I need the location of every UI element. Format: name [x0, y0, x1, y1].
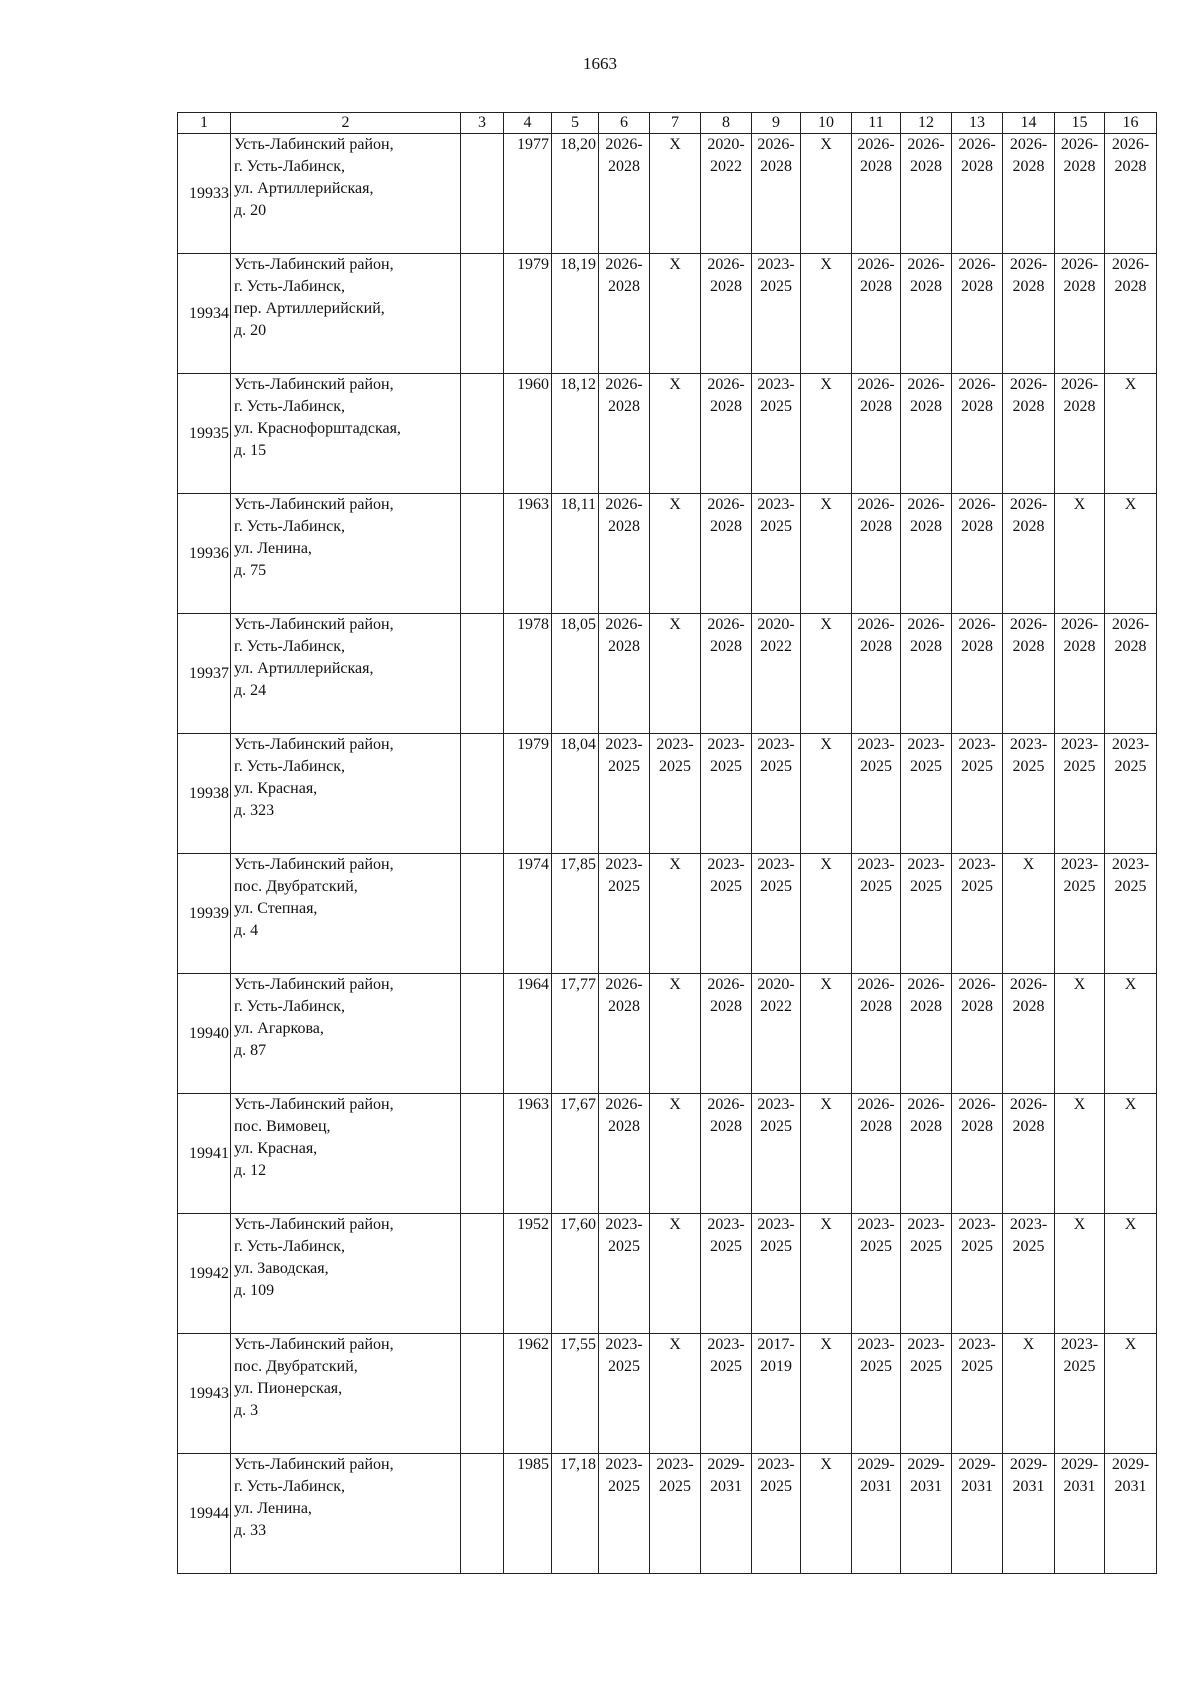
period-cell-col-6: 2023- 2025	[599, 854, 650, 974]
period-cell-col-11: 2023- 2025	[852, 1214, 901, 1334]
col-3-cell	[461, 374, 504, 494]
period-cell-col-10: X	[801, 974, 852, 1094]
value-cell: 18,12	[552, 374, 599, 494]
col-3-cell	[461, 494, 504, 614]
period-cell-col-6: 2026- 2028	[599, 134, 650, 254]
value-cell: 17,55	[552, 1334, 599, 1454]
address-line: д. 4	[234, 922, 259, 939]
address-line: ул. Краснофорштадская,	[234, 420, 401, 437]
value-cell: 17,18	[552, 1454, 599, 1574]
period-cell-col-10: X	[801, 1454, 852, 1574]
period-cell-col-9: 2026- 2028	[752, 134, 801, 254]
period-cell-col-9: 2023- 2025	[752, 1094, 801, 1214]
col-3-cell	[461, 1334, 504, 1454]
period-cell-col-12: 2023- 2025	[901, 734, 952, 854]
address-line: ул. Красная,	[234, 780, 318, 797]
page-number: 1663	[583, 54, 617, 73]
period-cell-col-12: 2023- 2025	[901, 1334, 952, 1454]
period-cell-col-13: 2023- 2025	[952, 1334, 1003, 1454]
address-cell	[231, 254, 461, 374]
period-cell-col-10: X	[801, 254, 852, 374]
address-cell	[231, 614, 461, 734]
address-line: ул. Артиллерийская,	[234, 180, 374, 197]
period-cell-col-15: X	[1055, 974, 1105, 1094]
period-cell-col-6: 2026- 2028	[599, 374, 650, 494]
address-line: Усть-Лабинский район,	[234, 1336, 394, 1353]
table-row	[178, 254, 1157, 374]
period-cell-col-14: X	[1003, 1334, 1055, 1454]
year-built-cell: 1974	[504, 854, 552, 974]
row-number: 19940	[178, 974, 231, 1094]
period-cell-col-15: 2023- 2025	[1055, 1334, 1105, 1454]
column-header-10: 10	[801, 113, 852, 134]
table-body	[178, 134, 1157, 1574]
period-cell-col-11: 2026- 2028	[852, 254, 901, 374]
period-cell-col-9: 2023- 2025	[752, 494, 801, 614]
column-header-2: 2	[231, 113, 461, 134]
year-built-cell: 1979	[504, 734, 552, 854]
address-line: д. 33	[234, 1522, 267, 1539]
row-number: 19941	[178, 1094, 231, 1214]
period-cell-col-12: 2026- 2028	[901, 134, 952, 254]
year-built-cell: 1985	[504, 1454, 552, 1574]
column-header-11: 11	[852, 113, 901, 134]
period-cell-col-7: X	[650, 254, 701, 374]
period-cell-col-9: 2020- 2022	[752, 974, 801, 1094]
address-line: г. Усть-Лабинск,	[234, 998, 345, 1015]
period-cell-col-16: 2023- 2025	[1105, 734, 1157, 854]
address-cell	[231, 494, 461, 614]
period-cell-col-6: 2026- 2028	[599, 254, 650, 374]
period-cell-col-6: 2023- 2025	[599, 1334, 650, 1454]
value-cell: 17,85	[552, 854, 599, 974]
period-cell-col-8: 2026- 2028	[701, 374, 752, 494]
period-cell-col-10: X	[801, 374, 852, 494]
period-cell-col-8: 2026- 2028	[701, 494, 752, 614]
period-cell-col-7: X	[650, 1334, 701, 1454]
address-line: Усть-Лабинский район,	[234, 856, 394, 873]
period-cell-col-15: 2026- 2028	[1055, 614, 1105, 734]
address-line: ул. Красная,	[234, 1140, 318, 1157]
period-cell-col-14: 2026- 2028	[1003, 494, 1055, 614]
period-cell-col-16: 2026- 2028	[1105, 254, 1157, 374]
value-cell: 17,67	[552, 1094, 599, 1214]
col-3-cell	[461, 614, 504, 734]
address-line: ул. Заводская,	[234, 1260, 329, 1277]
col-3-cell	[461, 254, 504, 374]
period-cell-col-10: X	[801, 1214, 852, 1334]
period-cell-col-8: 2023- 2025	[701, 734, 752, 854]
period-cell-col-15: 2026- 2028	[1055, 254, 1105, 374]
value-cell: 18,19	[552, 254, 599, 374]
address-line: г. Усть-Лабинск,	[234, 398, 345, 415]
period-cell-col-16: X	[1105, 1334, 1157, 1454]
period-cell-col-6: 2023- 2025	[599, 1214, 650, 1334]
period-cell-col-13: 2026- 2028	[952, 1094, 1003, 1214]
row-number: 19942	[178, 1214, 231, 1334]
period-cell-col-12: 2026- 2028	[901, 374, 952, 494]
table-row	[178, 1214, 1157, 1334]
period-cell-col-15: 2026- 2028	[1055, 374, 1105, 494]
address-line: д. 24	[234, 682, 267, 699]
address-line: д. 20	[234, 202, 267, 219]
period-cell-col-7: X	[650, 134, 701, 254]
period-cell-col-12: 2029- 2031	[901, 1454, 952, 1574]
period-cell-col-15: 2026- 2028	[1055, 134, 1105, 254]
column-header-16: 16	[1105, 113, 1157, 134]
table-row	[178, 734, 1157, 854]
address-line: Усть-Лабинский район,	[234, 376, 394, 393]
period-cell-col-16: 2026- 2028	[1105, 614, 1157, 734]
table-row	[178, 134, 1157, 254]
address-cell	[231, 734, 461, 854]
period-cell-col-16: X	[1105, 374, 1157, 494]
year-built-cell: 1977	[504, 134, 552, 254]
year-built-cell: 1962	[504, 1334, 552, 1454]
year-built-cell: 1963	[504, 494, 552, 614]
address-line: Усть-Лабинский район,	[234, 736, 394, 753]
period-cell-col-12: 2026- 2028	[901, 974, 952, 1094]
year-built-cell: 1964	[504, 974, 552, 1094]
row-number: 19933	[178, 134, 231, 254]
column-header-12: 12	[901, 113, 952, 134]
period-cell-col-10: X	[801, 734, 852, 854]
address-line: д. 75	[234, 562, 267, 579]
address-line: г. Усть-Лабинск,	[234, 158, 345, 175]
period-cell-col-16: 2026- 2028	[1105, 134, 1157, 254]
address-line: г. Усть-Лабинск,	[234, 1478, 345, 1495]
period-cell-col-7: X	[650, 494, 701, 614]
table-row	[178, 1094, 1157, 1214]
address-line: д. 12	[234, 1162, 267, 1179]
table-row	[178, 974, 1157, 1094]
row-number: 19937	[178, 614, 231, 734]
period-cell-col-11: 2023- 2025	[852, 1334, 901, 1454]
address-line: ул. Артиллерийская,	[234, 660, 374, 677]
period-cell-col-14: 2026- 2028	[1003, 134, 1055, 254]
address-line: г. Усть-Лабинск,	[234, 518, 345, 535]
period-cell-col-9: 2023- 2025	[752, 254, 801, 374]
period-cell-col-10: X	[801, 614, 852, 734]
period-cell-col-6: 2023- 2025	[599, 734, 650, 854]
period-cell-col-12: 2026- 2028	[901, 1094, 952, 1214]
period-cell-col-12: 2026- 2028	[901, 614, 952, 734]
col-3-cell	[461, 1094, 504, 1214]
table-row	[178, 854, 1157, 974]
column-header-3: 3	[461, 113, 504, 134]
value-cell: 17,77	[552, 974, 599, 1094]
period-cell-col-13: 2023- 2025	[952, 854, 1003, 974]
address-line: Усть-Лабинский район,	[234, 496, 394, 513]
period-cell-col-13: 2029- 2031	[952, 1454, 1003, 1574]
table-row	[178, 494, 1157, 614]
table-row	[178, 614, 1157, 734]
col-3-cell	[461, 1214, 504, 1334]
period-cell-col-7: X	[650, 614, 701, 734]
col-3-cell	[461, 134, 504, 254]
period-cell-col-11: 2026- 2028	[852, 134, 901, 254]
address-line: пос. Двубратский,	[234, 1358, 358, 1375]
row-number: 19936	[178, 494, 231, 614]
period-cell-col-8: 2023- 2025	[701, 854, 752, 974]
period-cell-col-9: 2023- 2025	[752, 734, 801, 854]
period-cell-col-16: 2029- 2031	[1105, 1454, 1157, 1574]
period-cell-col-15: 2023- 2025	[1055, 854, 1105, 974]
address-line: г. Усть-Лабинск,	[234, 758, 345, 775]
address-line: пос. Двубратский,	[234, 878, 358, 895]
period-cell-col-7: X	[650, 854, 701, 974]
period-cell-col-13: 2023- 2025	[952, 734, 1003, 854]
period-cell-col-15: X	[1055, 1214, 1105, 1334]
period-cell-col-14: 2026- 2028	[1003, 1094, 1055, 1214]
year-built-cell: 1952	[504, 1214, 552, 1334]
period-cell-col-12: 2026- 2028	[901, 494, 952, 614]
address-line: пос. Вимовец,	[234, 1118, 331, 1135]
period-cell-col-10: X	[801, 494, 852, 614]
period-cell-col-16: X	[1105, 1214, 1157, 1334]
period-cell-col-9: 2023- 2025	[752, 854, 801, 974]
col-3-cell	[461, 854, 504, 974]
period-cell-col-14: 2023- 2025	[1003, 734, 1055, 854]
column-header-9: 9	[752, 113, 801, 134]
address-line: Усть-Лабинский район,	[234, 1096, 394, 1113]
period-cell-col-7: X	[650, 974, 701, 1094]
period-cell-col-9: 2020- 2022	[752, 614, 801, 734]
column-header-6: 6	[599, 113, 650, 134]
column-header-14: 14	[1003, 113, 1055, 134]
period-cell-col-10: X	[801, 1334, 852, 1454]
period-cell-col-15: 2029- 2031	[1055, 1454, 1105, 1574]
period-cell-col-14: 2026- 2028	[1003, 614, 1055, 734]
period-cell-col-11: 2029- 2031	[852, 1454, 901, 1574]
period-cell-col-11: 2026- 2028	[852, 974, 901, 1094]
period-cell-col-7: 2023- 2025	[650, 1454, 701, 1574]
period-cell-col-8: 2023- 2025	[701, 1214, 752, 1334]
address-cell	[231, 854, 461, 974]
period-cell-col-11: 2026- 2028	[852, 494, 901, 614]
col-3-cell	[461, 734, 504, 854]
period-cell-col-13: 2026- 2028	[952, 134, 1003, 254]
column-header-7: 7	[650, 113, 701, 134]
value-cell: 18,20	[552, 134, 599, 254]
address-line: ул. Степная,	[234, 900, 318, 917]
table-row	[178, 374, 1157, 494]
period-cell-col-10: X	[801, 1094, 852, 1214]
period-cell-col-16: X	[1105, 494, 1157, 614]
period-cell-col-6: 2026- 2028	[599, 1094, 650, 1214]
period-cell-col-6: 2023- 2025	[599, 1454, 650, 1574]
address-line: д. 87	[234, 1042, 267, 1059]
housing-register-table	[177, 112, 1157, 1574]
period-cell-col-7: X	[650, 374, 701, 494]
value-cell: 18,04	[552, 734, 599, 854]
period-cell-col-11: 2026- 2028	[852, 614, 901, 734]
period-cell-col-10: X	[801, 134, 852, 254]
address-cell	[231, 134, 461, 254]
address-line: Усть-Лабинский район,	[234, 256, 394, 273]
address-line: д. 3	[234, 1402, 259, 1419]
period-cell-col-7: 2023- 2025	[650, 734, 701, 854]
period-cell-col-14: X	[1003, 854, 1055, 974]
year-built-cell: 1978	[504, 614, 552, 734]
period-cell-col-11: 2023- 2025	[852, 734, 901, 854]
address-cell	[231, 974, 461, 1094]
row-number: 19943	[178, 1334, 231, 1454]
address-line: Усть-Лабинский район,	[234, 1216, 394, 1233]
period-cell-col-8: 2026- 2028	[701, 1094, 752, 1214]
address-line: ул. Пионерская,	[234, 1380, 343, 1397]
row-number: 19939	[178, 854, 231, 974]
address-line: г. Усть-Лабинск,	[234, 1238, 345, 1255]
period-cell-col-6: 2026- 2028	[599, 614, 650, 734]
address-line: г. Усть-Лабинск,	[234, 278, 345, 295]
year-built-cell: 1963	[504, 1094, 552, 1214]
period-cell-col-8: 2029- 2031	[701, 1454, 752, 1574]
address-line: Усть-Лабинский район,	[234, 616, 394, 633]
address-cell	[231, 1334, 461, 1454]
year-built-cell: 1979	[504, 254, 552, 374]
col-3-cell	[461, 1454, 504, 1574]
period-cell-col-10: X	[801, 854, 852, 974]
address-line: пер. Артиллерийский,	[234, 300, 385, 317]
period-cell-col-9: 2017- 2019	[752, 1334, 801, 1454]
address-cell	[231, 1214, 461, 1334]
address-line: д. 109	[234, 1282, 275, 1299]
row-number: 19944	[178, 1454, 231, 1574]
column-header-13: 13	[952, 113, 1003, 134]
address-line: Усть-Лабинский район,	[234, 136, 394, 153]
period-cell-col-9: 2023- 2025	[752, 374, 801, 494]
column-header-15: 15	[1055, 113, 1105, 134]
period-cell-col-13: 2026- 2028	[952, 614, 1003, 734]
table-row	[178, 1334, 1157, 1454]
period-cell-col-11: 2026- 2028	[852, 1094, 901, 1214]
period-cell-col-12: 2026- 2028	[901, 254, 952, 374]
period-cell-col-16: X	[1105, 1094, 1157, 1214]
table-row	[178, 1454, 1157, 1574]
row-number: 19934	[178, 254, 231, 374]
address-line: Усть-Лабинский район,	[234, 976, 394, 993]
value-cell: 18,05	[552, 614, 599, 734]
period-cell-col-13: 2023- 2025	[952, 1214, 1003, 1334]
column-header-5: 5	[552, 113, 599, 134]
address-line: ул. Агаркова,	[234, 1020, 324, 1037]
row-number: 19935	[178, 374, 231, 494]
period-cell-col-13: 2026- 2028	[952, 494, 1003, 614]
period-cell-col-13: 2026- 2028	[952, 254, 1003, 374]
period-cell-col-8: 2026- 2028	[701, 614, 752, 734]
column-header-1: 1	[178, 113, 231, 134]
period-cell-col-14: 2026- 2028	[1003, 974, 1055, 1094]
address-line: г. Усть-Лабинск,	[234, 638, 345, 655]
period-cell-col-14: 2026- 2028	[1003, 254, 1055, 374]
period-cell-col-8: 2020- 2022	[701, 134, 752, 254]
address-line: д. 323	[234, 802, 275, 819]
col-3-cell	[461, 974, 504, 1094]
period-cell-col-8: 2026- 2028	[701, 974, 752, 1094]
column-number-header-row	[178, 113, 1157, 134]
period-cell-col-15: X	[1055, 494, 1105, 614]
address-cell	[231, 1094, 461, 1214]
period-cell-col-14: 2023- 2025	[1003, 1214, 1055, 1334]
period-cell-col-9: 2023- 2025	[752, 1454, 801, 1574]
period-cell-col-15: 2023- 2025	[1055, 734, 1105, 854]
period-cell-col-16: 2023- 2025	[1105, 854, 1157, 974]
value-cell: 18,11	[552, 494, 599, 614]
address-line: ул. Ленина,	[234, 540, 312, 557]
period-cell-col-6: 2026- 2028	[599, 974, 650, 1094]
address-line: ул. Ленина,	[234, 1500, 312, 1517]
period-cell-col-15: X	[1055, 1094, 1105, 1214]
address-cell	[231, 374, 461, 494]
column-header-8: 8	[701, 113, 752, 134]
period-cell-col-11: 2026- 2028	[852, 374, 901, 494]
value-cell: 17,60	[552, 1214, 599, 1334]
address-line: Усть-Лабинский район,	[234, 1456, 394, 1473]
address-line: д. 15	[234, 442, 267, 459]
column-header-4: 4	[504, 113, 552, 134]
period-cell-col-7: X	[650, 1214, 701, 1334]
period-cell-col-11: 2023- 2025	[852, 854, 901, 974]
period-cell-col-6: 2026- 2028	[599, 494, 650, 614]
period-cell-col-13: 2026- 2028	[952, 974, 1003, 1094]
period-cell-col-8: 2026- 2028	[701, 254, 752, 374]
period-cell-col-16: X	[1105, 974, 1157, 1094]
period-cell-col-14: 2029- 2031	[1003, 1454, 1055, 1574]
address-cell	[231, 1454, 461, 1574]
row-number: 19938	[178, 734, 231, 854]
period-cell-col-14: 2026- 2028	[1003, 374, 1055, 494]
address-line: д. 20	[234, 322, 267, 339]
period-cell-col-7: X	[650, 1094, 701, 1214]
period-cell-col-9: 2023- 2025	[752, 1214, 801, 1334]
year-built-cell: 1960	[504, 374, 552, 494]
period-cell-col-13: 2026- 2028	[952, 374, 1003, 494]
period-cell-col-12: 2023- 2025	[901, 854, 952, 974]
period-cell-col-8: 2023- 2025	[701, 1334, 752, 1454]
period-cell-col-12: 2023- 2025	[901, 1214, 952, 1334]
